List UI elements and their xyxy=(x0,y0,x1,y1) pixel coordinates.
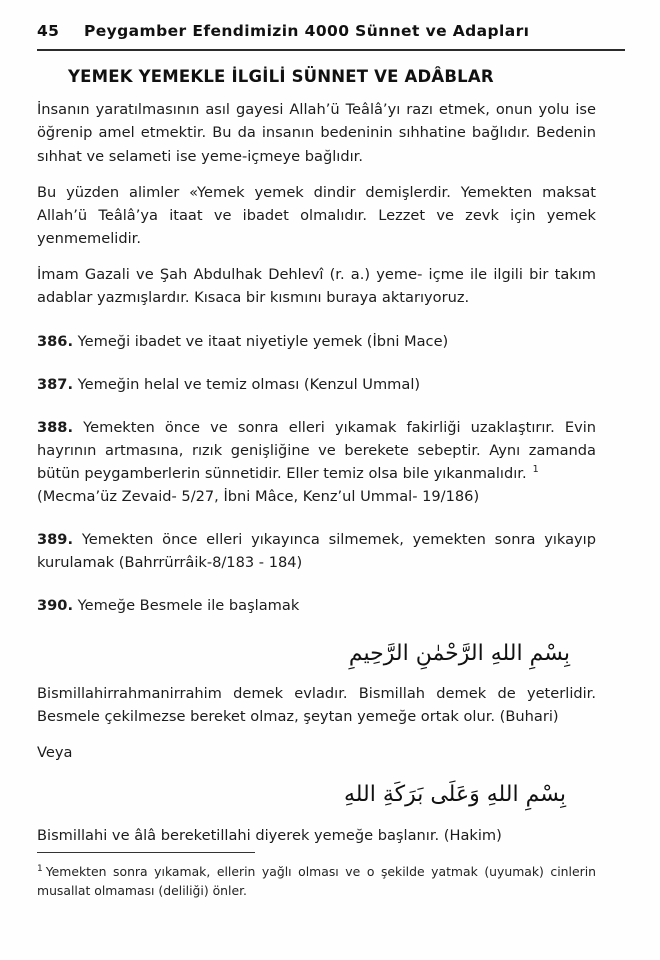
arabic-basmala-line: بِسْمِ اللهِ الرَّحْمٰنِ الرَّحِيمِ xyxy=(348,641,570,667)
section-heading: YEMEK YEMEKLE İLGİLİ SÜNNET VE ADÂBLAR xyxy=(68,67,494,86)
entry-text-386: Yemeği ibadet ve itaat niyetiyle yemek (İbni Mace) xyxy=(77,332,449,350)
footnote-content xyxy=(37,863,596,900)
entry-389 xyxy=(37,528,596,574)
page-content xyxy=(37,66,596,847)
entry-text-390: Yemeğe Besmele ile başlamak xyxy=(77,597,300,615)
running-header xyxy=(37,22,625,52)
entry-number-389: 389. xyxy=(37,531,74,549)
header-row xyxy=(37,22,625,40)
entry-text-389: Yemekten önce elleri yıkayınca silmemek, yemekten sonra yıkayıp kurulamak (Bahrrürrâik-8/183 - 184) xyxy=(37,531,596,572)
paragraph-2: Bu yüzden alimler «Yemek yemek dindir demişlerdir. Yemekten maksat Allah’ü Teâlâ’ya itaat ve ibadet olmalıdır. Lezzet ve zevk için yemek yenmemelidir. xyxy=(37,183,596,247)
entry-number-390: 390. xyxy=(37,597,74,615)
entry-number-386: 386. xyxy=(37,332,74,350)
explanation-paragraph: Bismillahirrahmanirrahim demek evladır. Bismillah demek de yeterlidir. Besmele çekilmezse bereket olmaz, şeytan yemeğe ortak olur. (Buhari) xyxy=(37,684,596,725)
entry-386 xyxy=(37,330,596,353)
entry-387 xyxy=(37,373,596,396)
spacer xyxy=(37,322,596,330)
closing-paragraph: Bismillahi ve âlâ bereketillahi diyerek yemeğe başlanır. (Hakim) xyxy=(37,827,502,845)
footnote-marker-388: 1 xyxy=(532,464,539,476)
entry-source-388: (Mecma’üz Zevaid- 5/27, İbni Mâce, Kenz’ul Ummal- 19/186) xyxy=(37,488,480,506)
arabic-bereket-line: بِسْمِ اللهِ وَعَلَى بَرَكَةِ اللهِ xyxy=(343,781,566,807)
footnote-block xyxy=(37,852,596,901)
footnote-number: 1 xyxy=(37,864,43,875)
entry-text-388: Yemekten önce ve sonra elleri yıkamak fakirliği uzaklaştırır. Evin hayrının artmasına, rızık genişliğine ve berekete sebeptir. Aynı zamanda bütün peygamberlerin sünnetidir. Eller temiz olsa bile yıkanmalıdır. xyxy=(37,418,597,482)
page-number: 45 xyxy=(37,22,60,40)
entry-390 xyxy=(37,594,596,617)
footnote-divider xyxy=(37,852,255,853)
footnote-body-text: Yemekten sonra yıkamak, ellerin yağlı olması ve o şekilde yatmak (uyumak) cinlerin musallat olmaması (deliliği) önler. xyxy=(37,864,596,898)
paragraph-3: İmam Gazali ve Şah Abdulhak Dehlevî (r. a.) yeme- içme ile ilgili bir takım adablar yazmışlardır. Kısaca bir kısmını buraya aktarıyoruz. xyxy=(37,265,596,306)
entry-text-387: Yemeğin helal ve temiz olması (Kenzul Ummal) xyxy=(77,375,421,393)
paragraph-1: İnsanın yaratılmasının asıl gayesi Allah’ü Teâlâ’yı razı etmek, onun yolu ise öğrenip amel etmektir. Bu da insanın bedeninin sıhhatine bağlıdır. Bedenin sıhhat ve selameti ise yeme-içmeye bağlıdır. xyxy=(37,101,596,165)
entry-number-387: 387. xyxy=(37,375,74,393)
book-title: Peygamber Efendimizin 4000 Sünnet ve Adapları xyxy=(84,22,530,40)
entry-388 xyxy=(37,416,596,508)
entry-number-388: 388. xyxy=(37,418,74,436)
header-divider xyxy=(37,49,625,51)
veya-line: Veya xyxy=(37,743,73,761)
